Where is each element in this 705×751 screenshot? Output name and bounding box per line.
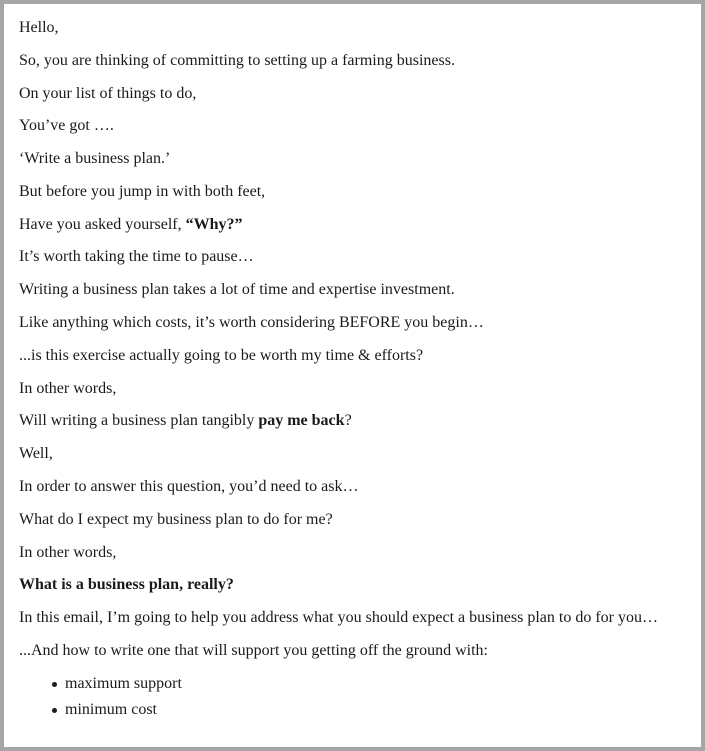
paragraph: ‘Write a business plan.’ (19, 150, 171, 168)
text-segment: ? (344, 412, 352, 430)
paragraph: In other words, (19, 379, 117, 397)
paragraph: Like anything which costs, it’s worth considering BEFORE you begin… (19, 314, 484, 332)
bullet-list (19, 672, 699, 722)
paragraph: So, you are thinking of committing to setting up a farming business. (19, 51, 455, 69)
paragraph: On your list of things to do, (19, 84, 197, 102)
paragraph: It’s worth taking the time to pause… (19, 248, 254, 266)
bold-text: pay me back (258, 412, 345, 430)
list-item-text: minimum cost (65, 700, 157, 718)
bullet-icon (52, 708, 57, 713)
paragraph: But before you jump in with both feet, (19, 182, 266, 200)
paragraph: What do I expect my business plan to do for me? (19, 510, 333, 528)
paragraph: Writing a business plan takes a lot of time and expertise investment. (19, 281, 455, 299)
list-item (20, 698, 699, 722)
paragraph (19, 573, 699, 597)
bold-heading: What is a business plan, really? (19, 576, 234, 594)
paragraph (19, 409, 699, 433)
greeting: Hello, (19, 19, 59, 36)
list-item-text: maximum support (65, 674, 182, 692)
text-segment: Will writing a business plan tangibly (19, 412, 259, 430)
paragraph: In other words, (19, 543, 117, 561)
bold-text: “Why?” (185, 215, 243, 233)
paragraph (19, 213, 699, 237)
paragraph: ...is this exercise actually going to be worth my time & efforts? (19, 346, 424, 364)
paragraph: You’ve got …. (19, 117, 114, 135)
email-body (19, 16, 699, 724)
paragraph: Well, (19, 445, 53, 463)
list-item (20, 672, 699, 696)
paragraph: In order to answer this question, you’d need to ask… (19, 477, 359, 495)
paragraph: ...And how to write one that will support you getting off the ground with: (19, 641, 488, 659)
text-segment: Have you asked yourself, (19, 215, 186, 233)
bullet-icon (52, 682, 57, 687)
paragraph: In this email, I’m going to help you address what you should expect a business plan to do for you… (19, 609, 659, 627)
